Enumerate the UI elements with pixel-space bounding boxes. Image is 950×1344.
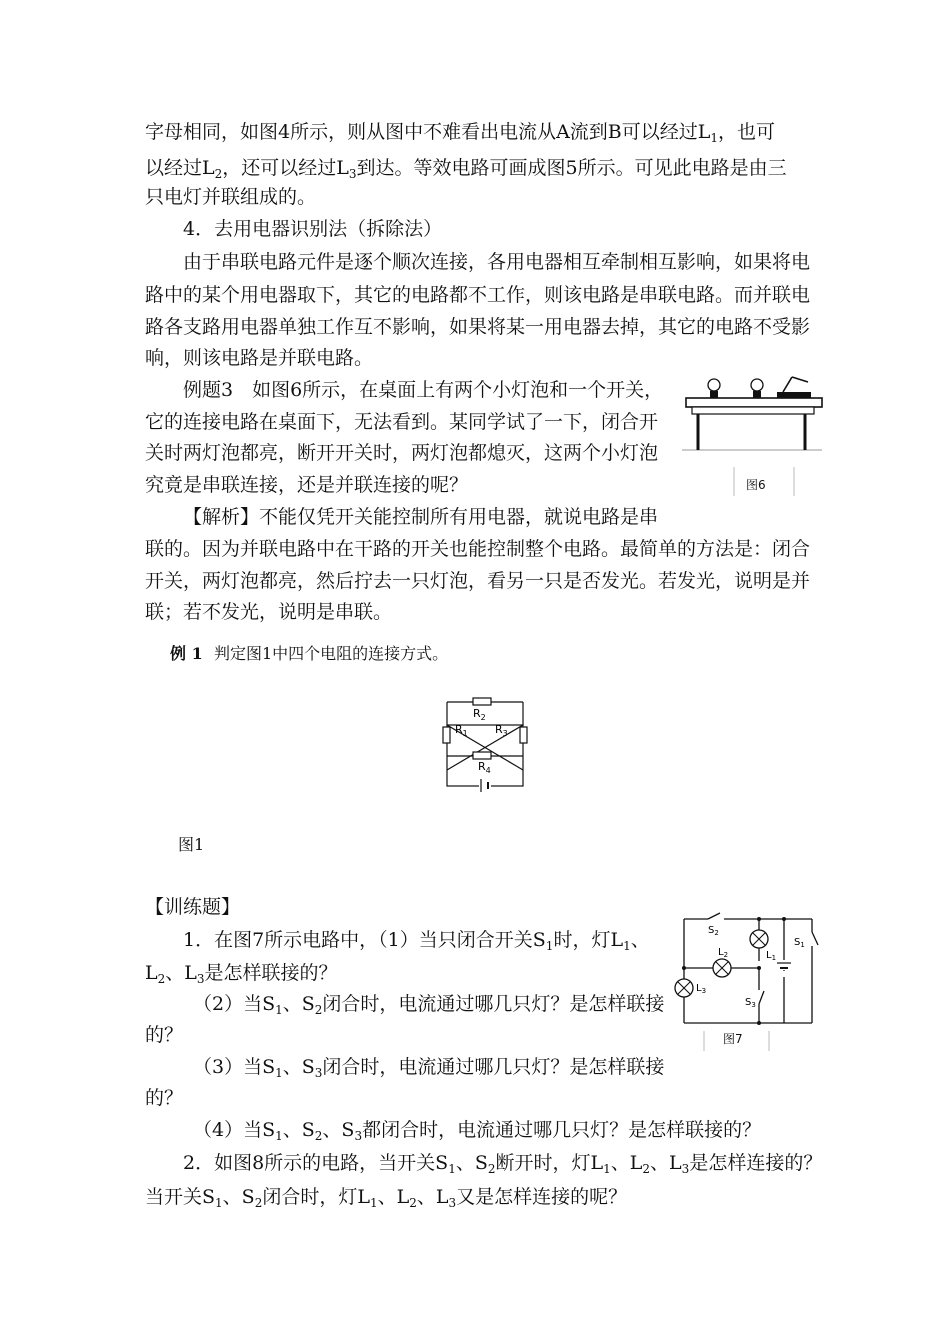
svg-text:R2: $R_2$: [473, 707, 486, 722]
method4-line-3: 路各支路用电器单独工作互不影响，如果将某一用电器去掉，其它的电路不受影: [145, 316, 811, 338]
svg-text:S3: $S_3$: [745, 997, 756, 1009]
training-q1-line-1: 1．在图7所示电路中，（1）当只闭合开关$S_1$时，灯$L_1$、: [183, 929, 650, 953]
svg-text:L1: $L_1$: [766, 950, 777, 962]
example3-line-2: 它的连接电路在桌面下，无法看到。某同学试了一下，闭合开: [145, 411, 659, 433]
resistor-r2-icon: [473, 698, 491, 705]
svg-text:L3: $L_3$: [696, 983, 707, 995]
intro-line-3: 只电灯并联组成的。: [145, 186, 317, 208]
training-heading: 【训练题】: [145, 896, 241, 918]
bulb-icon: [708, 379, 720, 398]
lamp-l2-icon: [713, 959, 731, 977]
training-q3-line-1: （3）当$S_1$、$S_3$闭合时，电流通过哪几只灯？是怎样联接: [193, 1056, 665, 1080]
figure-1-caption: 图1: [178, 835, 205, 854]
method4-line-1: 由于串联电路元件是逐个顺次连接，各用电器相互牵制相互影响，如果将电: [183, 251, 811, 273]
figure-7-caption: 图7: [723, 1032, 743, 1046]
training-q2-line-1: （2）当$S_1$、$S_2$闭合时，电流通过哪几只灯？是怎样联接: [193, 993, 665, 1017]
svg-text:R1: $R_1$: [455, 723, 468, 738]
example1-label: 例 1: [170, 644, 203, 663]
svg-text:S1: $S_1$: [794, 937, 805, 949]
resistor-r4-icon: [473, 752, 491, 759]
intro-line-1: 字母相同，如图4所示，则从图中不难看出电流从A流到B可以经过$L_1$，也可: [145, 121, 776, 145]
svg-text:S2: $S_2$: [708, 925, 719, 937]
example1-text: 判定图1中四个电阻的连接方式。: [214, 644, 449, 663]
example3-line-1: 例题3 如图6所示，在桌面上有两个小灯泡和一个开关，: [183, 379, 664, 401]
figure-6-caption: 图6: [746, 478, 766, 492]
lamp-l1-icon: [750, 930, 768, 948]
example3-line-4: 究竟是串联连接，还是并联连接的呢？: [145, 474, 469, 496]
switch-icon: [777, 377, 811, 398]
method4-line-4: 响，则该电路是并联电路。: [145, 347, 374, 369]
training-q5-line-2: 当开关$S_1$、$S_2$闭合时，灯$L_1$、$L_2$、$L_3$又是怎样连接的呢？: [145, 1186, 628, 1210]
bulb-icon: [751, 379, 763, 398]
intro-line-2: 以经过$L_2$，还可以经过$L_3$到达。等效电路可画成图5所示。可见此电路是由三: [145, 157, 787, 181]
method4-heading: 4．去用电器识别法（拆除法）: [183, 218, 443, 240]
method4-line-2: 路中的某个用电器取下，其它的电路都不工作，则该电路是串联电路。而并联电: [145, 284, 811, 306]
example3-line-3: 关时两灯泡都亮，断开开关时，两灯泡都熄灭，这两个小灯泡: [145, 442, 659, 464]
analysis-line-1: 【解析】不能仅凭开关能控制所有用电器，就说电路是串: [183, 506, 659, 528]
training-q4-line: （4）当$S_1$、$S_2$、$S_3$都闭合时，电流通过哪几只灯？是怎样联接的？: [193, 1119, 762, 1143]
training-q5-line-1: 2．如图8所示的电路，当开关$S_1$、$S_2$断开时，灯$L_1$、$L_2$、$L_3$是怎样连接的？: [183, 1152, 823, 1176]
figure-7-circuit: [672, 905, 824, 1053]
analysis-line-3: 开关，两灯泡都亮，然后拧去一只灯泡，看另一只是否发光。若发光，说明是并: [145, 570, 811, 592]
svg-text:R4: $R_4$: [478, 760, 491, 775]
lamp-l3-icon: [675, 979, 693, 997]
training-q2-line-2: 的？: [145, 1024, 184, 1046]
analysis-line-2: 联的。因为并联电路中在干路的开关也能控制整个电路。最简单的方法是：闭合: [145, 538, 811, 560]
svg-text:L2: $L_2$: [718, 947, 729, 959]
training-q3-line-2: 的？: [145, 1087, 184, 1109]
figure-1-circuit: [445, 700, 525, 798]
svg-text:R3: $R_3$: [495, 723, 508, 738]
analysis-line-4: 联；若不发光，说明是串联。: [145, 601, 393, 623]
training-q1-line-2: $L_2$、$L_3$是怎样联接的？: [145, 962, 338, 986]
